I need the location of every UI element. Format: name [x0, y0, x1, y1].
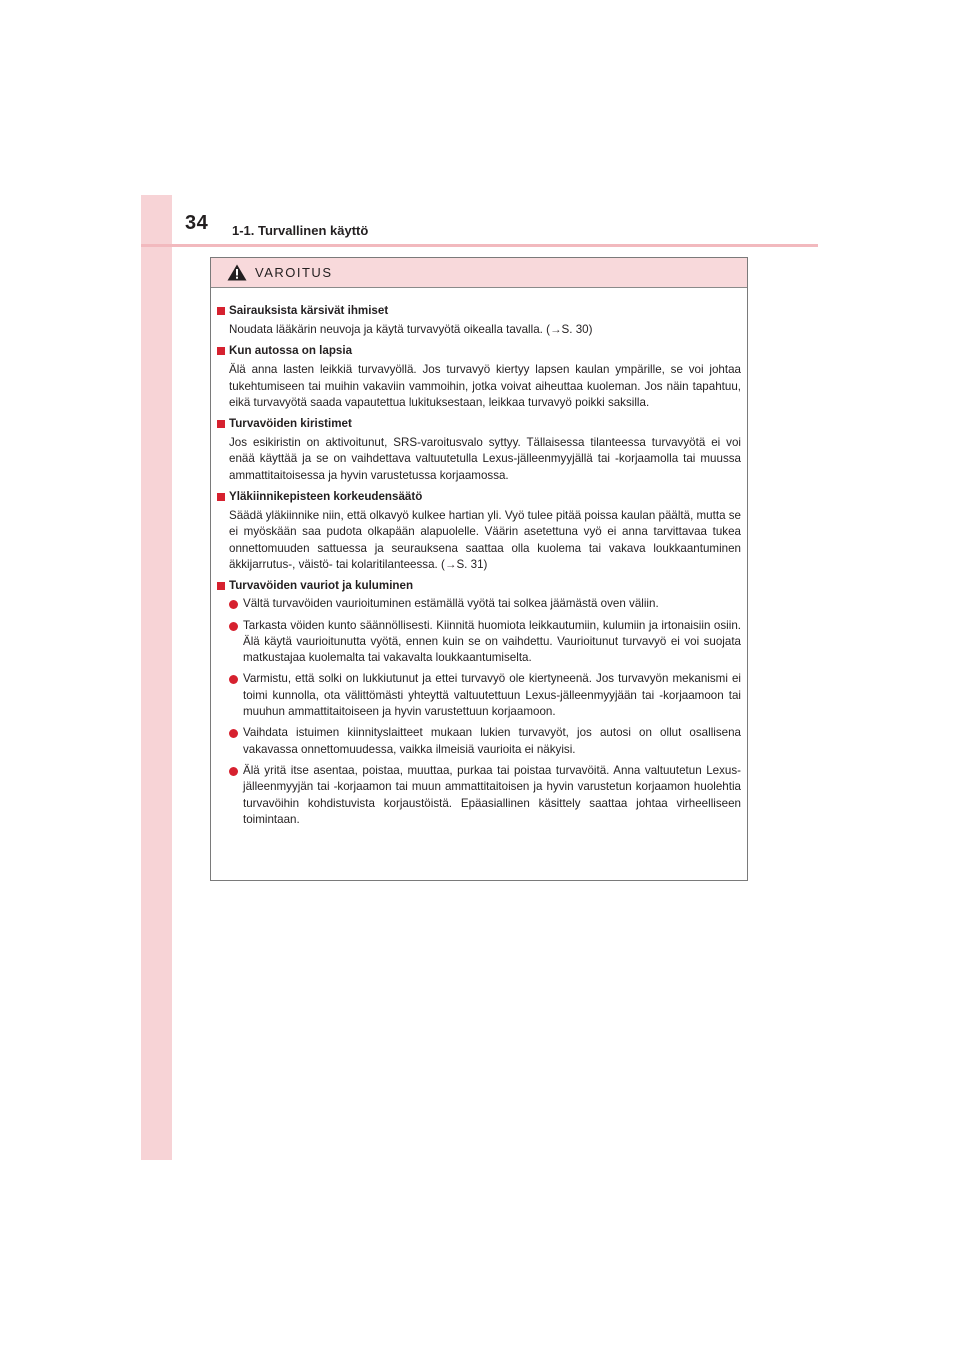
page-number: 34 [185, 212, 209, 234]
bullet-item: Vältä turvavöiden vaurioituminen estämällä vyötä tai solkea jäämästä oven väliin. [229, 596, 741, 612]
section-vauriot [217, 577, 741, 828]
section-heading: Sairauksista kärsivät ihmiset [229, 304, 389, 317]
section-korkeudensaato [217, 488, 741, 573]
section-paragraph: Jos esikiristin on aktivoitunut, SRS-varoitusvalo syttyy. Tällaisessa tilanteessa turvavyötä ei voi enää käyttää ja se on vaihdettava valtuutetulla Lexus-jälleenmyyjällä tai -korjaamolla tai muussa ammattitaitoisessa ja hyvin varustetussa korjaamossa. [229, 436, 741, 482]
section-lapsia [217, 342, 741, 411]
section-kiristimet [217, 415, 741, 484]
red-bullet-icon [229, 767, 238, 776]
red-bullet-icon [229, 622, 238, 631]
red-bullet-icon [229, 675, 238, 684]
bullet-item: Vaihdata istuimen kiinnityslaitteet mukaan lukien turvavyöt, jos autosi on ollut osallisena vakavassa onnettomuudessa, vaikka ilmeisiä vaurioita ei näkyisi. [229, 725, 741, 758]
red-square-icon [217, 582, 225, 590]
bullet-item: Varmistu, että solki on lukkiutunut ja ettei turvavyö ole kiertyneenä. Jos turvavyön mekanismi ei toimi kunnolla, ota välittömästi yhteyttä valtuutettuun Lexus-jälleenmyyjään tai -korjaamoon tai muuhun ammattitaitoiseen ja hyvin varustettuun korjaamoon. [229, 671, 741, 720]
section-paragraph: Noudata lääkärin neuvoja ja käytä turvavyötä oikealla tavalla. (→S. 30) [229, 323, 593, 336]
section-heading: Turvavöiden kiristimet [229, 417, 352, 431]
red-bullet-icon [229, 600, 238, 609]
section-heading: Yläkiinnikepisteen korkeudensäätö [229, 490, 423, 504]
section-heading: Turvavöiden vauriot ja kuluminen [229, 579, 414, 593]
section-heading: Kun autossa on lapsia [229, 344, 353, 358]
red-bullet-icon [229, 729, 238, 738]
warning-header [211, 258, 747, 288]
section-paragraph: Älä anna lasten leikkiä turvavyöllä. Jos turvavyö kiertyy lapsen kaulan ympärille, se voi johtaa tukehtumiseen tai muihin vakaviin vammoihin, jotka voivat aiheuttaa kuoleman. Jos näin tapahtuu, eikä turvavyötä saada vapautettua lukituksestaan, leikkaa turvavyö poikki saksilla. [229, 363, 741, 409]
red-square-icon [217, 307, 225, 315]
bullet-item: Älä yritä itse asentaa, poistaa, muuttaa, purkaa tai poistaa turvavöitä. Anna valtuutetun Lexus-jälleenmyyjän tai -korjaamon tai muun ammattitaitoisen ja hyvin varustetun korjaamon huolehtia turvavöihin kohdistuvista korjaustöistä. Epäasiallinen käsittely saattaa johtaa virheelliseen toimintaan. [229, 763, 741, 828]
side-color-band [141, 195, 172, 1160]
warning-box [210, 257, 748, 881]
bullet-item: Tarkasta vöiden kunto säännöllisesti. Kiinnitä huomiota leikkautumiin, kulumiin ja irtonaisiin osiin. Älä käytä vaurioitunutta vyötä, ennen kuin se on vaihdettu. Vaurioitunut turvavyö ei voi suojata matkustajaa kuolemalta tai vakavalta loukkaantumiselta. [229, 618, 741, 667]
warning-label: VAROITUS [255, 265, 333, 280]
red-square-icon [217, 347, 225, 355]
red-square-icon [217, 493, 225, 501]
red-square-icon [217, 420, 225, 428]
section-paragraph: Säädä yläkiinnike niin, että olkavyö kulkee hartian yli. Vyö tulee pitää poissa kaulan päältä, mutta se ei myöskään saa pudota olkapään alapuolelle. Väärin asetettuna vyö ei anna tarvittavaa tukea onnettomuuden sattuessa ja seurauksena saattaa olla kuolema tai vakava loukkaantuminen äkkijarrutus-, väistö- tai kolaritilanteessa. (→S. 31) [229, 509, 741, 571]
warning-body [211, 288, 747, 828]
section-title: 1-1. Turvallinen käyttö [232, 223, 369, 238]
warning-triangle-icon [227, 264, 247, 281]
header-rule [141, 244, 818, 247]
section-sairauksista [217, 302, 741, 338]
